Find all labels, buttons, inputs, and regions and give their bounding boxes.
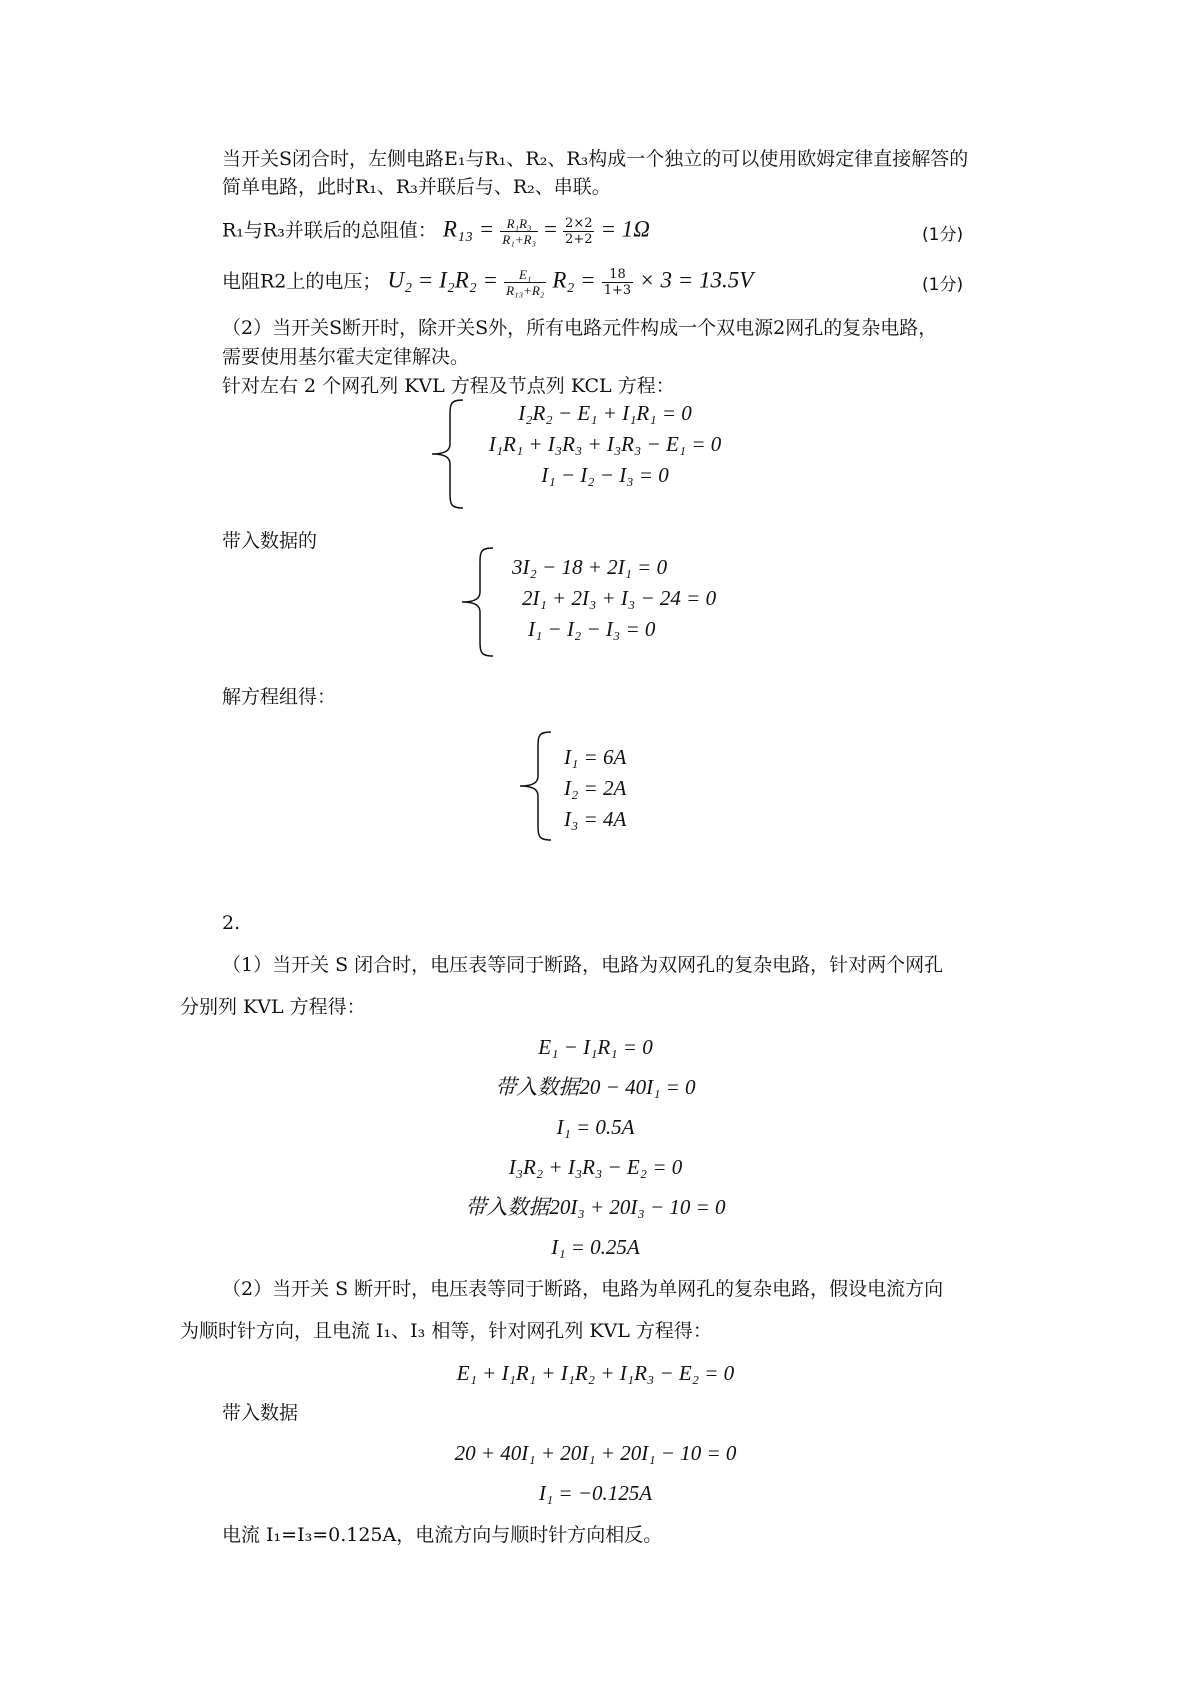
- substitute-label-2: 带入数据: [222, 1402, 299, 1424]
- r13-frac2-den: 2+2: [565, 232, 593, 247]
- part2-p2-line1: （2）当开关 S 断开时，电压表等同于断路，电路为单网孔的复杂电路，假设电流方向: [222, 1278, 944, 1300]
- u2-label: 电阻R2上的电压；: [222, 270, 382, 293]
- eq-a6: I₁ = 0.25A: [551, 1235, 640, 1259]
- eq-a5: 带入数据20I₃ + 20I₃ − 10 = 0: [465, 1195, 726, 1219]
- part2-p2-line2: 为顺时针方向，且电流 I₁、I₃ 相等，针对网孔列 KVL 方程得：: [180, 1320, 712, 1342]
- r13-frac-num: R₁R₃: [500, 216, 538, 232]
- system3-eq-2: I₂ = 2A: [564, 776, 627, 800]
- u2-result: × 3 = 13.5V: [639, 267, 754, 293]
- eq-kvl: E₁ + I₁R₁ + I₁R₂ + I₁R₃ − E₂ = 0: [456, 1361, 735, 1385]
- r13-fraction-2: [563, 216, 594, 247]
- eq-a2: 带入数据20 − 40I₁ = 0: [495, 1075, 696, 1099]
- system1-eq-1: I₂R₂ − E₁ + I₁R₁ = 0: [518, 401, 692, 425]
- eq-sub: 20 + 40I₁ + 20I₁ + 20I₁ − 10 = 0: [454, 1441, 737, 1465]
- intro-line-1: 当开关S闭合时，左侧电路E₁与R₁、R₂、R₃构成一个独立的可以使用欧姆定律直接解答的: [222, 148, 969, 170]
- part2-p1-line2: 分别列 KVL 方程得：: [180, 996, 366, 1018]
- system2-eq-1: 3I₂ − 18 + 2I₁ = 0: [512, 555, 668, 579]
- part2-p1-line1: （1）当开关 S 闭合时，电压表等同于断路，电路为双网孔的复杂电路，针对两个网孔: [222, 954, 944, 976]
- u2-lhs: U₂ = I₂R₂ =: [387, 267, 499, 293]
- part2-line-2: 需要使用基尔霍夫定律解决。: [222, 346, 470, 368]
- u2-equation: [222, 267, 753, 298]
- system2-eq-2: 2I₁ + 2I₃ + I₃ − 24 = 0: [522, 586, 717, 610]
- substitute-label-1: 带入数据的: [222, 530, 318, 552]
- eq-res: I₁ = −0.125A: [538, 1481, 653, 1505]
- r13-fraction: [500, 216, 538, 247]
- r13-frac-den: R₁+R₃: [502, 232, 536, 247]
- r13-lhs: R₁₃ =: [442, 216, 495, 242]
- u2-fraction: [504, 267, 546, 298]
- score-1: (1分): [922, 225, 964, 245]
- solve-label: 解方程组得：: [222, 686, 337, 708]
- u2-fraction-2: [602, 267, 633, 298]
- u2-frac2-den: 1+3: [603, 283, 632, 298]
- system3-eq-1: I₁ = 6A: [564, 745, 627, 769]
- system2-eq-3: I₁ − I₂ − I₃ = 0: [528, 617, 656, 641]
- left-brace-1: [428, 398, 468, 510]
- r13-equation: [222, 216, 650, 247]
- r13-label: R₁与R₃并联后的总阻值：: [222, 219, 437, 242]
- r13-eq-sign: =: [544, 216, 557, 242]
- score-2: (1分): [922, 275, 964, 295]
- eq-a3: I₁ = 0.5A: [556, 1115, 635, 1139]
- u2-mid: R₂ =: [552, 267, 596, 293]
- system1-eq-2: I₁R₁ + I₃R₃ + I₃R₃ − E₁ = 0: [488, 432, 722, 456]
- eq-a4: I₃R₂ + I₃R₃ − E₂ = 0: [508, 1155, 683, 1179]
- kvl-intro: 针对左右 2 个网孔列 KVL 方程及节点列 KCL 方程：: [222, 375, 675, 397]
- left-brace-2: [458, 546, 498, 658]
- r13-frac2-num: 2×2: [565, 216, 593, 231]
- part2-line-1: （2）当开关S断开时，除开关S外，所有电路元件构成一个双电源2网孔的复杂电路，: [222, 317, 938, 339]
- conclusion: 电流 I₁=I₃=0.125A，电流方向与顺时针方向相反。: [222, 1524, 663, 1546]
- section-number: 2.: [222, 912, 241, 934]
- u2-frac-den: R₁₃+R₂: [506, 283, 545, 298]
- eq-a1: E₁ − I₁R₁ = 0: [538, 1035, 653, 1059]
- system3-eq-3: I₃ = 4A: [564, 807, 627, 831]
- u2-frac-num: E₁: [504, 267, 546, 283]
- left-brace-3: [516, 730, 556, 842]
- intro-line-2: 简单电路，此时R₁、R₃并联后与、R₂、串联。: [222, 176, 611, 198]
- r13-result: = 1Ω: [600, 216, 650, 242]
- system1-eq-3: I₁ − I₂ − I₃ = 0: [541, 463, 669, 487]
- u2-frac2-num: 18: [602, 267, 633, 283]
